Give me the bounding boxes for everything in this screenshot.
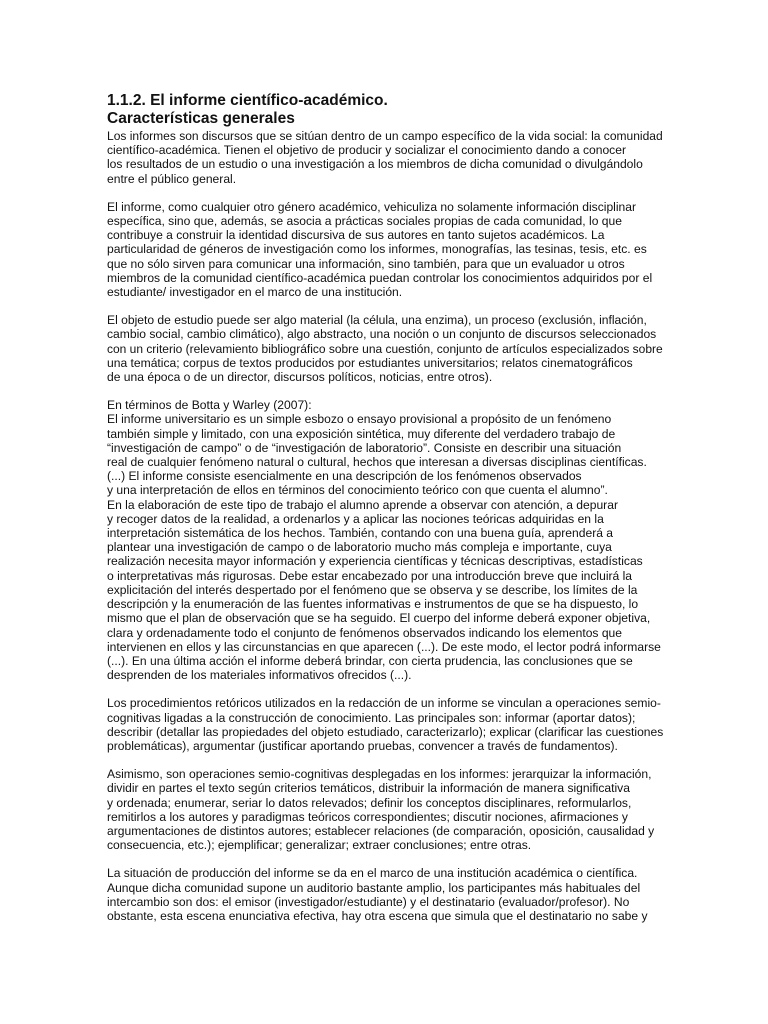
document-page [107,92,663,937]
paragraph-line: intervienen en ellos y las circunstancias en que aparecen (...). De este modo, el lector podrá informarse [107,639,661,654]
paragraph-line: remitirlos a los autores y paradigmas teóricos correspondientes; discutir nociones, afirmaciones y [107,809,628,824]
paragraph-line: problemáticas), argumentar (justificar aportando pruebas, convencer a través de fundamentos). [107,738,618,753]
paragraph [107,398,663,682]
paragraph-line: descripción y la enumeración de las fuentes informativas e instrumentos de que se ha dispuesto, lo [107,597,639,612]
paragraph-line: Aunque dicha comunidad supone un auditorio bastante amplio, los participantes más habituales del [107,880,641,895]
paragraph-line: miembros de la comunidad científico-académica puedan controlar los conocimientos adquiridos por el [107,270,653,285]
paragraph-line: de una época o de un director, discursos políticos, noticias, entre otros). [107,370,493,385]
paragraph-line: describir (detallar las propiedades del objeto estudiado, caracterizarlo); explicar (clarificar las cuestiones [107,724,664,739]
paragraph-line: (...). En una última acción el informe deberá brindar, con cierta prudencia, las conclusiones que se [107,653,633,668]
heading-line: Características generales [107,110,295,127]
paragraph-line: (...) El informe consiste esencialmente en una descripción de los fenómenos observados [107,469,582,484]
paragraph-line: específica, sino que, además, se asocia a prácticas sociales propias de cada comunidad, lo que [107,214,622,229]
paragraph-line: con un criterio (relevamiento bibliográfico sobre una cuestión, conjunto de artículos especializados sobre [107,341,663,356]
paragraph-line: desprenden de los materiales informativos ofrecidos (...). [107,668,412,683]
paragraph-line: también simple y limitado, con una exposición sintética, muy diferente del verdadero trabajo de [107,426,616,441]
paragraph-line: Asimismo, son operaciones semio-cognitivas desplegadas en los informes: jerarquizar la información, [107,767,652,782]
paragraph [107,200,663,299]
paragraph-line: dividir en partes el texto según criterios temáticos, distribuir la información de manera significativa [107,781,630,796]
paragraph-line: realización necesita mayor información y experiencia científicas y técnicas descriptivas, estadísticas [107,554,643,569]
body-text [107,129,663,923]
paragraph-line: y ordenada; enumerar, seriar lo datos relevados; definir los conceptos disciplinares, reformularlos, [107,795,632,810]
paragraph-line: cambio social, cambio climático), algo abstracto, una noción o un conjunto de discursos seleccionados [107,327,657,342]
paragraph-line: La situación de producción del informe se da en el marco de una institución académica o científica. [107,866,638,881]
paragraph-line: consecuencia, etc.); ejemplificar; generalizar; extraer conclusiones; entre otras. [107,838,532,853]
paragraph-line: estudiante/ investigador en el marco de una institución. [107,285,403,300]
paragraph [107,696,663,753]
paragraph-line: particularidad de géneros de investigación como los informes, monografías, las tesinas, tesis, etc. es [107,242,647,257]
paragraph-line: científico-académica. Tienen el objetivo de producir y socializar el conocimiento dando a conocer [107,143,626,158]
paragraph-line: En la elaboración de este tipo de trabajo el alumno aprende a observar con atención, a depurar [107,497,618,512]
paragraph [107,313,663,384]
heading-line: 1.1.2. El informe científico-académico. [107,92,388,109]
paragraph-line: que no sólo sirven para comunicar una información, sino también, para que un evaluador u otros [107,256,625,271]
paragraph-line: plantear una investigación de campo o de laboratorio mucho más compleja e importante, cuya [107,540,612,555]
paragraph-line: intercambio son dos: el emisor (investigador/estudiante) y el destinatario (evaluador/profesor). No [107,894,630,909]
paragraph-line: El informe, como cualquier otro género académico, vehiculiza no solamente información disciplinar [107,199,637,214]
paragraph-line: Los procedimientos retóricos utilizados en la redacción de un informe se vinculan a operaciones semio- [107,696,661,711]
paragraph [107,866,663,923]
paragraph-line: explicitación del interés despertado por el fenómeno que se observa y se describe, los límites de la [107,582,638,597]
paragraph-line: En términos de Botta y Warley (2007): [107,398,312,413]
paragraph-line: los resultados de un estudio o una investigación a los miembros de dicha comunidad o divulgándolo [107,157,643,172]
paragraph-line: argumentaciones de distintos autores; establecer relaciones (de comparación, oposición, causalidad y [107,823,655,838]
paragraph-line: “investigación de campo” o de “investigación de laboratorio”. Consiste en describir una situación [107,440,622,455]
paragraph-line: interpretación sistemática de los hechos. También, contando con una buena guía, aprenderá a [107,526,614,541]
paragraph-line: El objeto de estudio puede ser algo material (la célula, una enzima), un proceso (exclusión, inflación, [107,313,647,328]
paragraph-line: cognitivas ligadas a la construcción de conocimiento. Las principales son: informar (aportar datos); [107,710,636,725]
paragraph-line: una temática; corpus de textos producidos por estudiantes universitarios; relatos cinematográficos [107,355,633,370]
paragraph-line: Los informes son discursos que se sitúan dentro de un campo específico de la vida social: la comunidad [107,129,663,143]
paragraph [107,129,663,186]
paragraph-line: El informe universitario es un simple esbozo o ensayo provisional a propósito de un fenómeno [107,412,612,427]
paragraph-line: clara y ordenadamente todo el conjunto de fenómenos observados indicando los elementos que [107,625,623,640]
paragraph-line: y una interpretación de ellos en términos del conocimiento teórico con que cuenta el alumno”. [107,483,608,498]
paragraph-line: y recoger datos de la realidad, a ordenarlos y a aplicar las nociones teóricas adquiridas en la [107,511,604,526]
paragraph-line: o interpretativas más rigurosas. Debe estar encabezado por una introducción breve que incluirá la [107,568,633,583]
paragraph [107,767,663,852]
paragraph-line: entre el público general. [107,171,237,186]
paragraph-line: contribuye a construir la identidad discursiva de sus autores en tanto sujetos académicos. La [107,228,605,243]
paragraph-line: obstante, esta escena enunciativa efectiva, hay otra escena que simula que el destinatario no sabe y [107,908,648,923]
section-heading [107,92,663,128]
paragraph-line: real de cualquier fenómeno natural o cultural, hechos que interesan a diversas disciplinas científicas. [107,455,647,470]
paragraph-line: mismo que el plan de observación que se ha seguido. El cuerpo del informe deberá exponer objetiva, [107,611,651,626]
